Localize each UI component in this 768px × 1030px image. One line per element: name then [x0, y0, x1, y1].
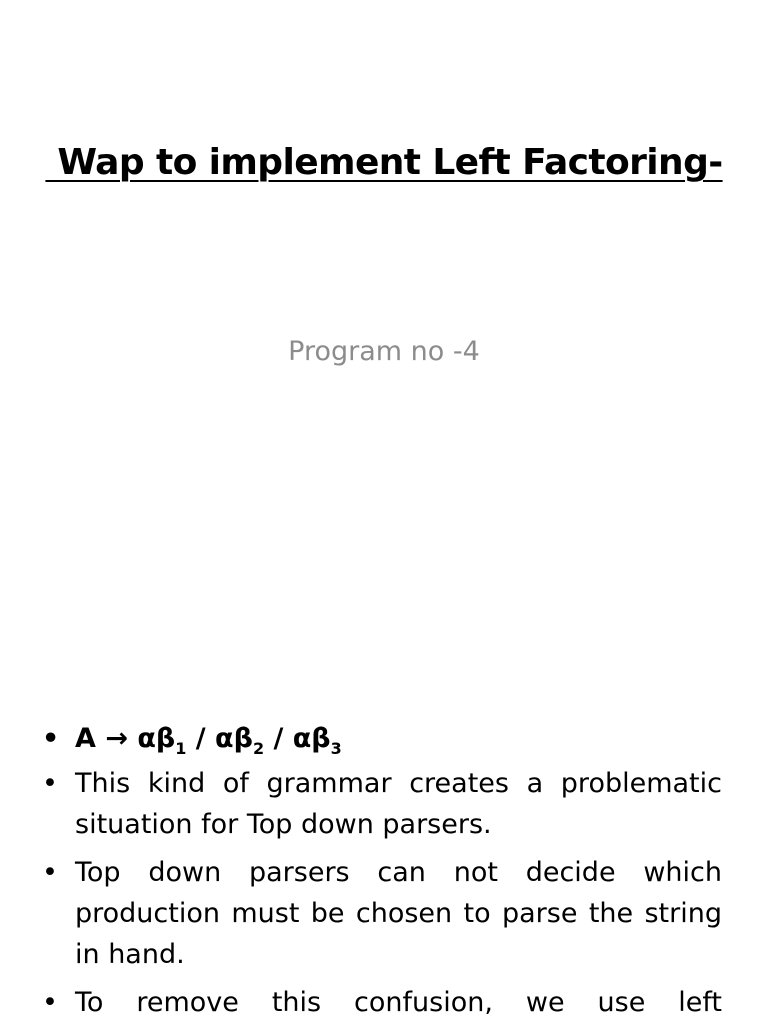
bullet-text: This kind of grammar creates a problematic situation for Top down parsers. [75, 768, 722, 840]
bullet-dot-icon: • [42, 768, 58, 799]
bullet-text: Top down parsers can not decide which production must be chosen to parse the string in hand. [75, 857, 722, 970]
bullet-dot-icon: • [42, 987, 58, 1018]
formula-separator-1: / [186, 723, 216, 754]
formula-separator-2: / [264, 723, 293, 754]
formula-alt-3: αβ [292, 723, 331, 754]
formula-sub-2: 2 [252, 739, 265, 758]
bullet-dot-icon: • [42, 857, 58, 888]
formula-sub-3: 3 [330, 739, 342, 758]
formula-sub-1: 1 [175, 739, 187, 758]
bullet-item [42, 763, 722, 845]
slide-title: Wap to implement Left Factoring- [45, 142, 723, 183]
formula-alt-2: αβ [215, 723, 253, 754]
arrow-icon: → [105, 723, 128, 754]
slide-subtitle: Program no -4 [288, 336, 480, 367]
bullet-dot-icon: • [42, 723, 60, 754]
bullet-text: To remove this confusion, we use left [75, 987, 722, 1018]
bullet-list [42, 718, 722, 1030]
formula-alt-1: αβ [137, 723, 176, 754]
bullet-item [42, 852, 722, 975]
formula-lhs: A [75, 723, 96, 754]
bullet-item [42, 982, 722, 1023]
bullet-formula [42, 718, 722, 759]
